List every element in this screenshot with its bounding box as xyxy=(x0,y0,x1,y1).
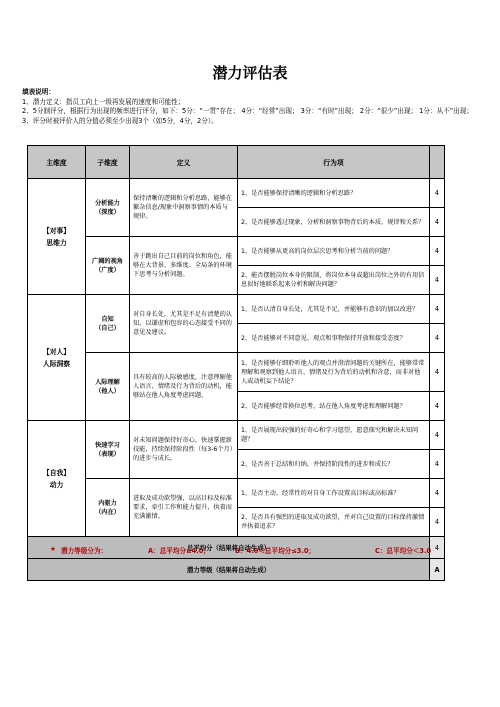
table-row xyxy=(28,295,445,324)
definition-cell: 善于跳出自己目前的岗位和角色，能够在大背景、多维度、全局条的环境下思考与分析问题。 xyxy=(130,237,238,295)
sub-dimension-cell: 内驱力 （内在） xyxy=(86,479,130,537)
average-score-value: 4 xyxy=(430,537,445,559)
table-row xyxy=(28,179,445,208)
behavior-item: 1、是否展现出较强的好奇心和学习愿望，愿意探究和解决未知问题？ xyxy=(238,421,430,450)
score-cell[interactable]: 4 xyxy=(430,479,445,508)
sub-dimension-cell: 自知 （自己） xyxy=(86,295,130,353)
behavior-item: 1、是否认清自身长处，尤其是不足，并能够有意识的加以改进？ xyxy=(238,295,430,324)
header-score xyxy=(430,146,445,179)
behavior-item: 1、是否主动、经常性的对自身工作设置高目标或高标准？ xyxy=(238,479,430,508)
score-cell[interactable]: 4 xyxy=(430,266,445,295)
score-cell[interactable]: 4 xyxy=(430,392,445,421)
instruction-line: 1、潜力定义：指员工向上一级再发展的速度和可能性； xyxy=(22,97,185,106)
header-sub-dimension: 子维度 xyxy=(86,146,130,179)
instructions-heading: 填表说明： xyxy=(22,88,55,96)
average-score-label: 总平均分（结果将自动生成） xyxy=(28,537,430,559)
table-row xyxy=(28,421,445,450)
behavior-item: 1、是否能够保持清晰的逻辑和分析思路？ xyxy=(238,179,430,208)
potential-grade-value: A xyxy=(430,559,445,581)
instruction-line: 3、评分时被评价人的分值必须至少出现3个（如5分，4分，2分）。 xyxy=(22,116,218,125)
grade-c: C：总平均分＜3.0 xyxy=(375,547,432,555)
behavior-item: 2、是否能够经常换位思考，站在他人角度考虑和理解问题？ xyxy=(238,392,430,421)
score-cell[interactable]: 4 xyxy=(430,295,445,324)
behavior-item: 1、是否能够仔细聆听他人的观点并澄清问题的关键所在，能够常常理解和观察到他人语言、情绪及行为背后的动机和含意，而非对他人或动机妄下结论？ xyxy=(238,353,430,392)
score-cell[interactable]: 4 xyxy=(430,179,445,208)
table-row xyxy=(28,479,445,508)
grade-a: A：总平均分≥4.0； xyxy=(148,547,210,555)
assessment-table xyxy=(27,145,445,581)
grade-b: B：4.0＜总平均分≤3.0； xyxy=(235,547,316,555)
table-row xyxy=(28,353,445,392)
header-main-dimension: 主维度 xyxy=(28,146,86,179)
behavior-item: 1、是否能够从更高的岗位层次思考和分析当前的问题？ xyxy=(238,237,430,266)
score-cell[interactable]: 4 xyxy=(430,208,445,237)
page-title: 潜力评估表 xyxy=(212,64,288,82)
sub-dimension-cell: 快速学习 （表现） xyxy=(86,421,130,479)
behavior-item: 2、是否能够对不同意见、观点和事物保持开放和接受态度？ xyxy=(238,324,430,353)
sub-dimension-cell: 广阔的视角 （广度） xyxy=(86,237,130,295)
score-cell[interactable]: 4 xyxy=(430,450,445,479)
definition-cell: 保持清晰的逻辑和分析思路，能够在繁杂信息/现象中洞察事情的本质与规律。 xyxy=(130,179,238,237)
score-cell[interactable]: 4 xyxy=(430,508,445,537)
score-cell[interactable]: 4 xyxy=(430,237,445,266)
instructions xyxy=(22,88,473,126)
score-cell[interactable]: 4 xyxy=(430,353,445,392)
definition-cell: 对自身长处，尤其是不足有清楚的认知，以谦虚和包容的心态接受不同的意见及建议。 xyxy=(130,295,238,353)
table-row xyxy=(28,237,445,266)
score-cell[interactable]: 4 xyxy=(430,421,445,450)
definition-cell: 对未知问题保持好奇心，快速掌握新技能，持续保持阶段性（每3-6个月）的进步与成长。 xyxy=(130,421,238,479)
header-row xyxy=(28,146,445,179)
behavior-item: 2、是否能够透过现象，分析和洞察事物背后的本质、规律和关系？ xyxy=(238,208,430,237)
definition-cell: 进取及成功欲望强，以高目标及标准要求，牵引工作和能力提升，执着而充满激情。 xyxy=(130,479,238,537)
potential-grade-label: 潜力等级（结果将自动生成） xyxy=(28,559,430,581)
main-dimension-cell: 【对事】 思维力 xyxy=(28,179,86,295)
behavior-item: 2、是否善于总结和归纳，并保持阶段性的进步和成长？ xyxy=(238,450,430,479)
star-icon: ★ xyxy=(50,545,56,553)
header-definition: 定义 xyxy=(130,146,238,179)
main-dimension-cell: 【对人】 人际洞察 xyxy=(28,295,86,421)
main-dimension-cell: 【自我】 动力 xyxy=(28,421,86,537)
header-behavior: 行为项 xyxy=(238,146,430,179)
sub-dimension-cell: 人际理解 （他人） xyxy=(86,353,130,421)
behavior-item: 2、能否摆脱岗位本身的限制，将岗位本身或超出岗位之外的有用信息很好地联系起来分析和解决问题？ xyxy=(238,266,430,295)
behavior-item: 2、是否具有强烈的进取及成功欲望，并对自己设置的目标保持激情并执着追求？ xyxy=(238,508,430,537)
grade-heading: 潜力等级分为： xyxy=(61,547,108,555)
score-cell[interactable]: 4 xyxy=(430,324,445,353)
definition-cell: 具有较高的人际敏感度，注意理解他人语言、情绪及行为背后的动机，能够站在他人角度考虑问题。 xyxy=(130,353,238,421)
potential-grade-row xyxy=(28,559,445,581)
instruction-line: 2、5分制评分，根据行为出现的频率进行评分，如下：5分：“一贯”存在； 4分：“经常”出现； 3分：“有时”出现； 2分：“很少”出现； 1分：从不”出现； xyxy=(22,107,473,116)
sub-dimension-cell: 分析能力 （深度） xyxy=(86,179,130,237)
